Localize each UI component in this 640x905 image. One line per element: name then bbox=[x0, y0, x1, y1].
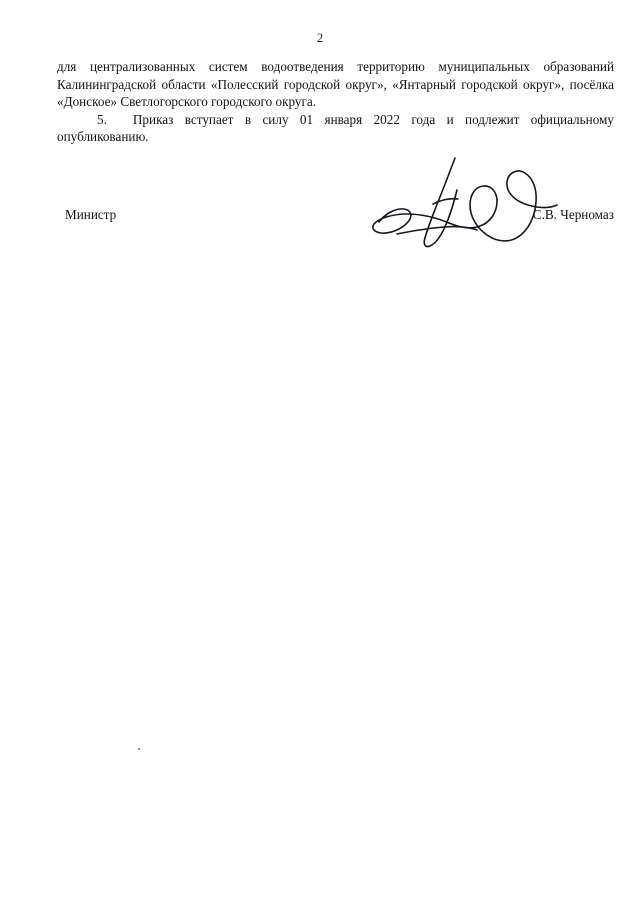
signature-block bbox=[57, 200, 614, 260]
signer-role: Министр bbox=[65, 207, 117, 222]
signer-name: С.В. Черномаз bbox=[532, 207, 614, 222]
paragraph-item-5 bbox=[57, 111, 614, 146]
stray-dot-mark bbox=[138, 748, 140, 750]
page-number: 2 bbox=[316, 31, 324, 45]
paragraph-item-text: Приказ вступает в силу 01 января 2022 года и подлежит официальному опубликованию. bbox=[57, 111, 614, 145]
document-body bbox=[57, 58, 614, 146]
paragraph-item-number: 5. bbox=[97, 111, 107, 127]
paragraph-continuation: для централизованных систем водоотведения территорию муниципальных образований Калининградской области «Полесский городской округ», «Янтарный городской округ», посёлка «Донское» Светлогорского городского округа. bbox=[57, 59, 614, 110]
